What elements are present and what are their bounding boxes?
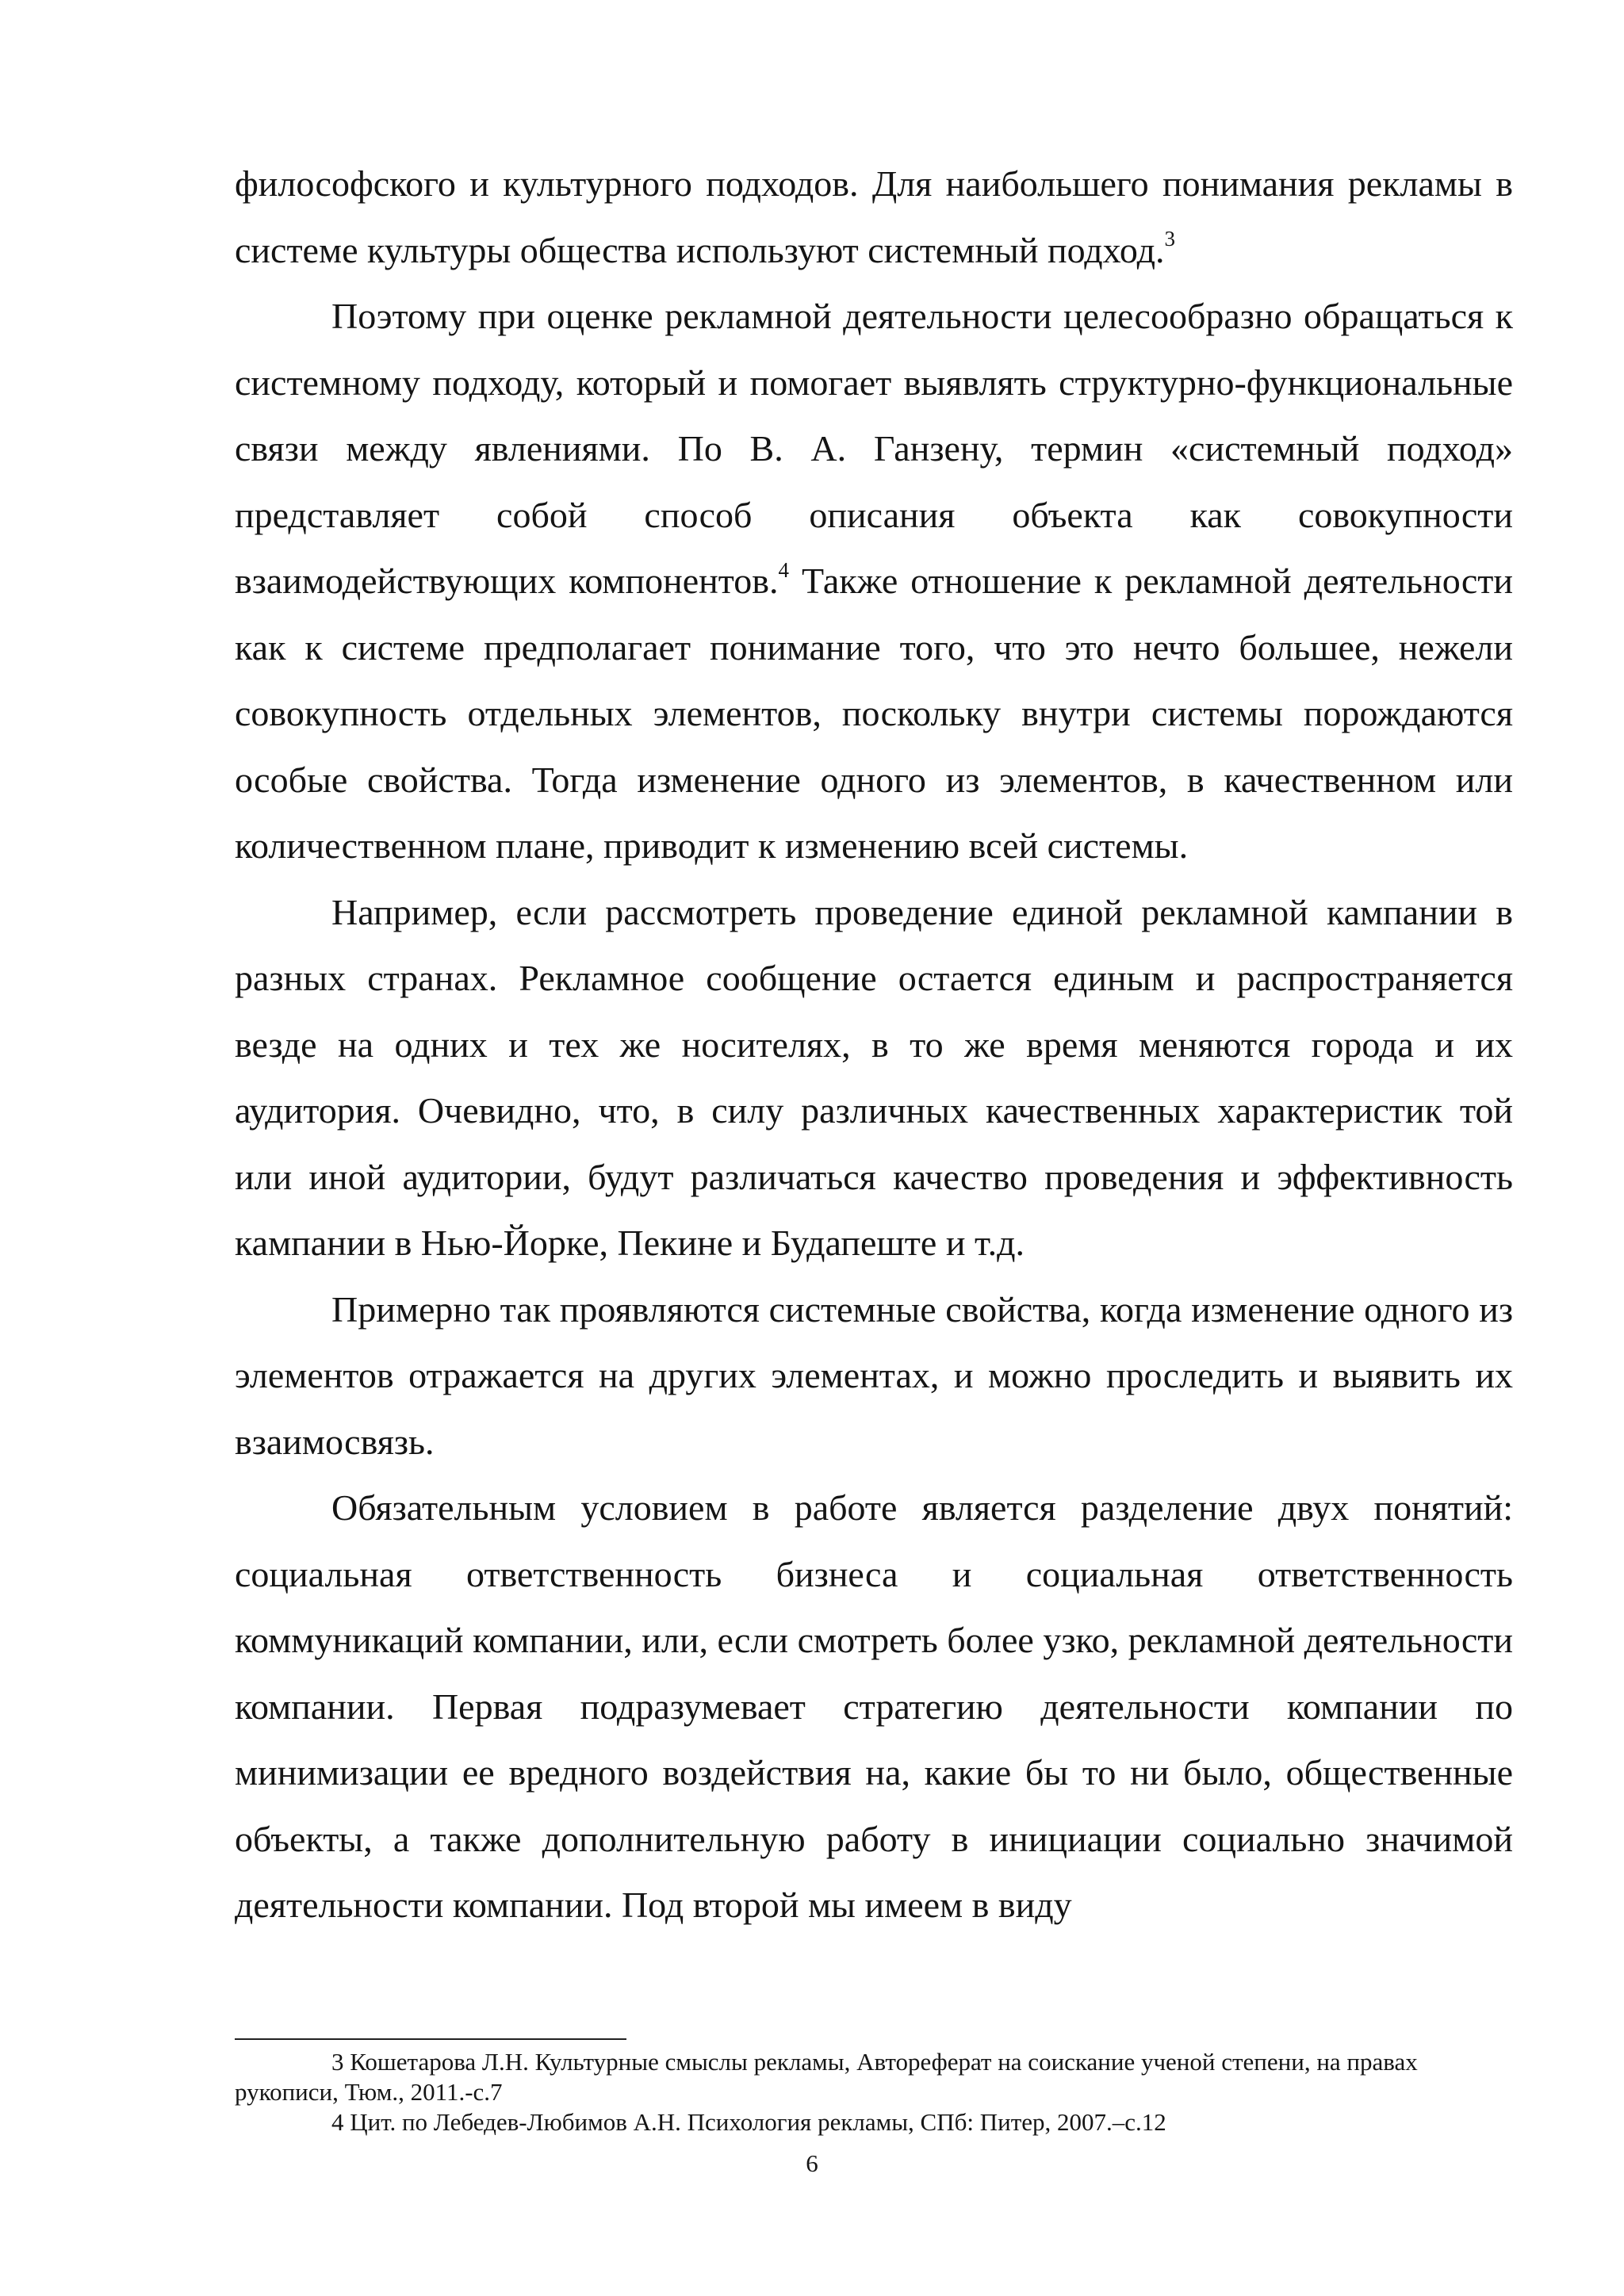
paragraph-3-text: Например, если рассмотреть проведение единой рекламной кампании в разных странах. Рекламное сообщение остается единым и распространяется везде на одних и тех же носителях, в то же время меняются города и их аудитория. Очевидно, что, в силу различных качественных характеристик той или иной аудитории, будут различаться качество проведения и эффективность кампании в Нью-Йорке, Пекине и Будапеште и т.д. (235, 891, 1513, 1263)
page-number: 6 (806, 2149, 818, 2177)
paragraph-5 (235, 1475, 1513, 1938)
paragraph-4-text: Примерно так проявляются системные свойства, когда изменение одного из элементов отражается на других элементах, и можно проследить и выявить их взаимосвязь. (235, 1288, 1513, 1462)
paragraph-3 (235, 879, 1513, 1276)
paragraph-2 (235, 283, 1513, 879)
body-text (235, 151, 1513, 1938)
footnote-3: 3 Кошетарова Л.Н. Культурные смыслы рекламы, Автореферат на соискание ученой степени, на правах рукописи, Тюм., 2011.-с.7 (235, 2048, 1418, 2106)
paragraph-1 (235, 151, 1513, 283)
footnote-4: 4 Цит. по Лебедев-Любимов А.Н. Психология рекламы, СПб: Питер, 2007.–с.12 (331, 2108, 1166, 2136)
footnotes (235, 2047, 1513, 2137)
paragraph-2-text-a: Поэтому при оценке рекламной деятельности целесообразно обращаться к системному подходу, который и помогает выявлять структурно-функциональные связи между явлениями. По В. А. Ганзену, термин «системный подход» представляет собой способ описания объекта как совокупности взаимодействующих компонентов. (235, 296, 1513, 601)
footnote-separator (235, 2038, 626, 2040)
footnote-ref-4[interactable]: 4 (778, 557, 789, 582)
footnote-ref-3[interactable]: 3 (1164, 227, 1175, 251)
paragraph-4 (235, 1276, 1513, 1475)
paragraph-5-text: Обязательным условием в работе является разделение двух понятий: социальная ответственность бизнеса и социальная ответственность коммуникаций компании, или, если смотреть более узко, рекламной деятельности компании. Первая подразумевает стратегию деятельности компании по минимизации ее вредного воздействия на, какие бы то ни было, общественные объекты, а также дополнительную работу в инициации социально значимой деятельности компании. Под второй мы имеем в виду (235, 1487, 1513, 1925)
paragraph-1-text: философского и культурного подходов. Для наибольшего понимания рекламы в системе культуры общества используют системный подход. (235, 163, 1513, 270)
paragraph-2-text-b: Также отношение к рекламной деятельности как к системе предполагает понимание того, что это нечто большее, нежели совокупность отдельных элементов, поскольку внутри системы порождаются особые свойства. Тогда изменение одного из элементов, в качественном или количественном плане, приводит к изменению всей системы. (235, 561, 1514, 866)
